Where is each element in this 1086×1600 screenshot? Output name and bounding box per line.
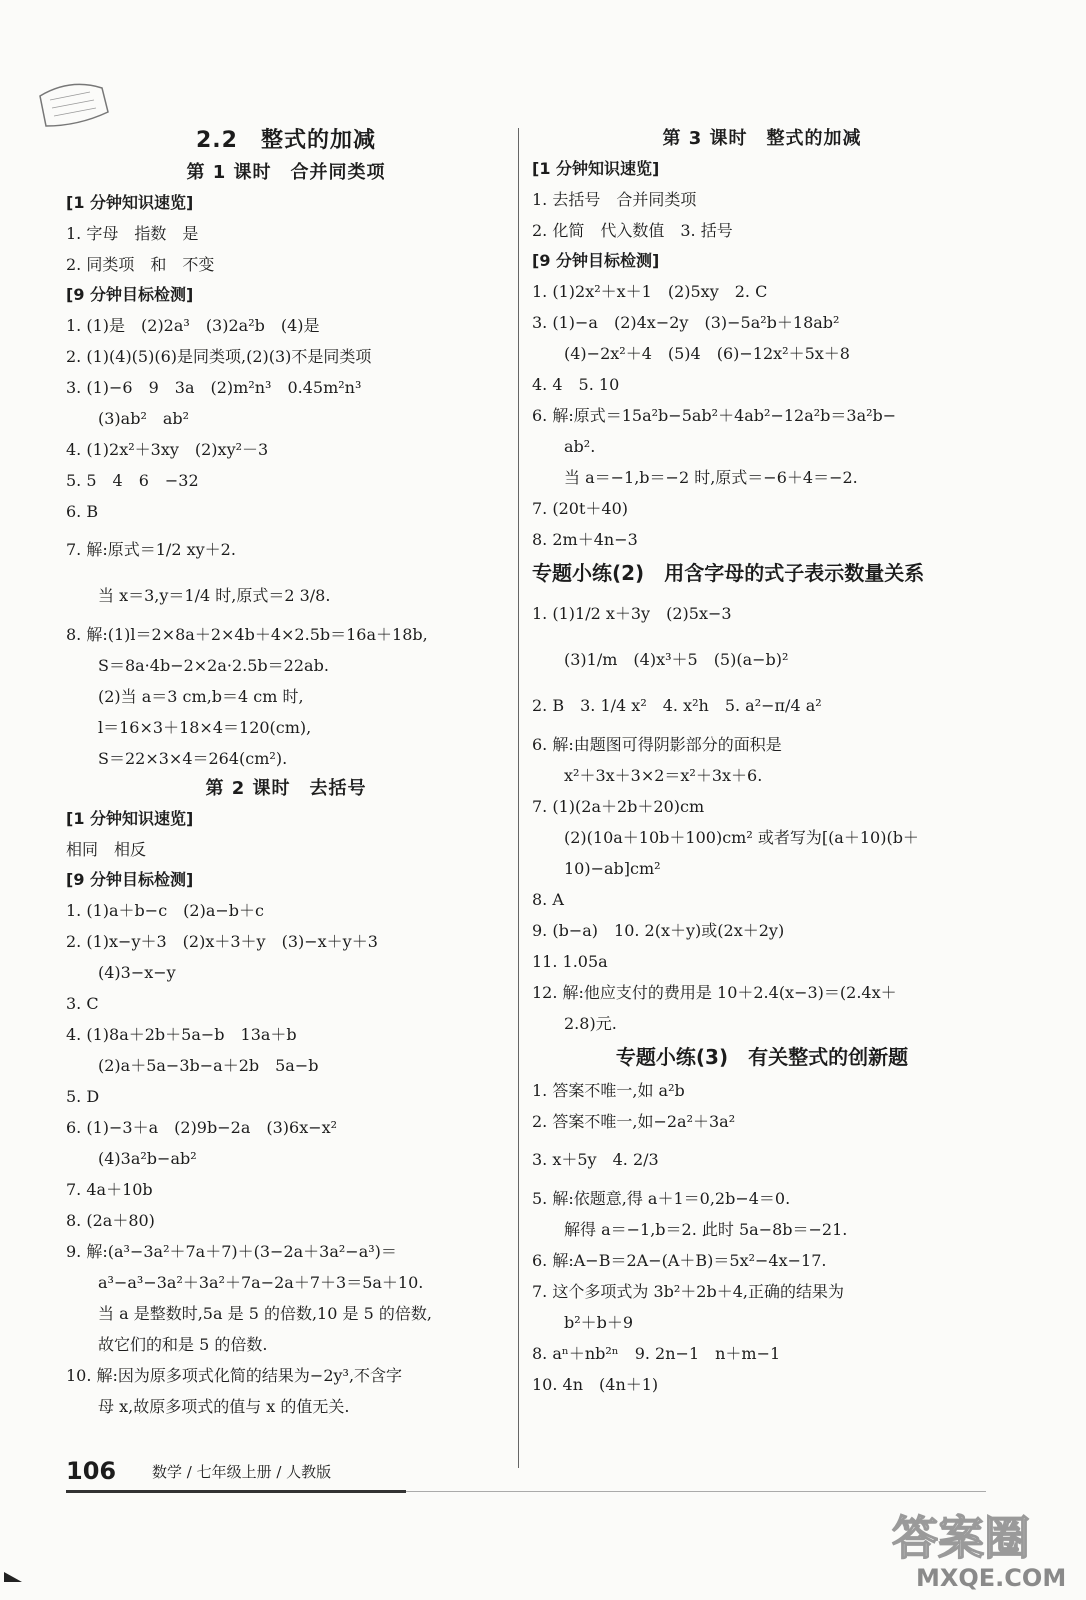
lesson-title: 第 1 课时 合并同类项 bbox=[186, 162, 386, 183]
left-column bbox=[66, 124, 506, 1422]
answer-line: ab². bbox=[564, 437, 596, 456]
watermark-logo bbox=[886, 1500, 1076, 1592]
answer-line: 3. C bbox=[66, 994, 99, 1013]
answer-line: 故它们的和是 5 的倍数. bbox=[98, 1335, 268, 1354]
answer-line: 2. 化简 代入数值 3. 括号 bbox=[532, 221, 733, 240]
topic-title: 专题小练(2) 用含字母的式子表示数量关系 bbox=[532, 561, 925, 585]
answer-line: 1. (1)2x²＋x＋1 (2)5xy 2. C bbox=[532, 282, 768, 301]
answer-line: 5. 5 4 6 −32 bbox=[66, 471, 199, 490]
answer-line: 3. (1)−6 9 3a (2)m²n³ 0.45m²n³ bbox=[66, 378, 362, 397]
block-header: [9 分钟目标检测] bbox=[66, 285, 194, 304]
answer-line: 9. (b−a) 10. 2(x＋y)或(2x＋2y) bbox=[532, 921, 785, 940]
answer-line: 4. (1)2x²＋3xy (2)xy²－3 bbox=[66, 440, 269, 459]
answer-line: 1. (1)a＋b−c (2)a−b＋c bbox=[66, 901, 264, 920]
block-header: [9 分钟目标检测] bbox=[532, 251, 660, 270]
answer-line: 8. (2a＋80) bbox=[66, 1211, 155, 1230]
answer-line: 5. D bbox=[66, 1087, 100, 1106]
answer-line: 当 x＝3,y＝1/4 时,原式＝2 3/8. bbox=[98, 586, 331, 605]
answer-line: 母 x,故原多项式的值与 x 的值无关. bbox=[98, 1397, 350, 1416]
answer-line: 1. (1)是 (2)2a³ (3)2a²b (4)是 bbox=[66, 316, 320, 335]
answer-line: 当 a＝−1,b＝−2 时,原式＝−6＋4＝−2. bbox=[564, 468, 858, 487]
answer-line: 2. B 3. 1/4 x² 4. x²h 5. a²−π/4 a² bbox=[532, 696, 822, 715]
answer-line: 2. 答案不唯一,如−2a²＋3a² bbox=[532, 1112, 736, 1131]
answer-line: b²＋b＋9 bbox=[564, 1313, 634, 1332]
block-header: [1 分钟知识速览] bbox=[532, 159, 660, 178]
svg-text:答案圈: 答案圈 bbox=[892, 1511, 1030, 1565]
answer-line: (2)(10a＋10b＋100)cm² 或者写为[(a＋10)(b＋ bbox=[564, 828, 919, 847]
answer-line: S＝8a·4b−2×2a·2.5b＝22ab. bbox=[98, 656, 329, 675]
footer-rule-thin bbox=[406, 1491, 986, 1492]
answer-line: 1. 答案不唯一,如 a²b bbox=[532, 1081, 685, 1100]
answer-line: 4. 4 5. 10 bbox=[532, 375, 620, 394]
answer-line: 2. (1)x−y＋3 (2)x＋3＋y (3)−x＋y＋3 bbox=[66, 932, 378, 951]
answer-line: 7. 这个多项式为 3b²＋2b＋4,正确的结果为 bbox=[532, 1282, 844, 1301]
answer-line: 1. (1)1/2 x＋3y (2)5x−3 bbox=[532, 604, 732, 623]
book-info: 数学 / 七年级上册 / 人教版 bbox=[152, 1463, 332, 1481]
answer-line: (3)1/m (4)x³＋5 (5)(a−b)² bbox=[564, 650, 789, 669]
section-title: 2.2 整式的加减 bbox=[196, 128, 376, 153]
answer-line: 8. aⁿ＋nb²ⁿ 9. 2n−1 n＋m−1 bbox=[532, 1344, 781, 1363]
block-header: [1 分钟知识速览] bbox=[66, 193, 194, 212]
answer-line: 7. (1)(2a＋2b＋20)cm bbox=[532, 797, 705, 816]
answer-line: 5. 解:依题意,得 a＋1＝0,2b−4＝0. bbox=[532, 1189, 791, 1208]
answer-line: 8. A bbox=[532, 890, 564, 909]
column-divider bbox=[518, 128, 519, 1468]
answer-line: 8. 2m＋4n−3 bbox=[532, 530, 638, 549]
answer-line: (4)3−x−y bbox=[98, 963, 176, 982]
answer-line: 10)−ab]cm² bbox=[564, 859, 661, 878]
answer-line: 6. (1)−3＋a (2)9b−2a (3)6x−x² bbox=[66, 1118, 338, 1137]
answer-line: l＝16×3＋18×4＝120(cm), bbox=[98, 718, 312, 737]
answer-line: (3)ab² ab² bbox=[98, 409, 190, 428]
answer-line: 7. (20t＋40) bbox=[532, 499, 628, 518]
answer-line: 10. 解:因为原多项式化简的结果为−2y³,不含字 bbox=[66, 1366, 403, 1385]
answer-line: 3. x＋5y 4. 2/3 bbox=[532, 1150, 659, 1169]
answer-line: 10. 4n (4n＋1) bbox=[532, 1375, 659, 1394]
answer-line: (2)当 a＝3 cm,b＝4 cm 时, bbox=[98, 687, 304, 706]
answer-line: 1. 字母 指数 是 bbox=[66, 224, 199, 243]
corner-arrow-icon bbox=[4, 1572, 22, 1582]
lesson-title: 第 3 课时 整式的加减 bbox=[662, 128, 862, 149]
answer-line: 解得 a＝−1,b＝2. 此时 5a−8b＝−21. bbox=[564, 1220, 848, 1239]
block-header: [9 分钟目标检测] bbox=[66, 870, 194, 889]
answer-line: (4)3a²b−ab² bbox=[98, 1149, 197, 1168]
answer-line: 11. 1.05a bbox=[532, 952, 608, 971]
answer-line: 6. 解:原式＝15a²b−5ab²＋4ab²−12a²b＝3a²b− bbox=[532, 406, 897, 425]
svg-text:MXQE.COM: MXQE.COM bbox=[916, 1564, 1067, 1592]
block-header: [1 分钟知识速览] bbox=[66, 809, 194, 828]
answer-line: 3. (1)−a (2)4x−2y (3)−5a²b＋18ab² bbox=[532, 313, 840, 332]
answer-line: 相同 相反 bbox=[66, 840, 147, 859]
answer-line: 1. 去括号 合并同类项 bbox=[532, 190, 697, 209]
answer-line: 4. (1)8a＋2b＋5a−b 13a＋b bbox=[66, 1025, 297, 1044]
answer-line: x²＋3x＋3×2＝x²＋3x＋6. bbox=[564, 766, 763, 785]
answer-line: 7. 解:原式＝1/2 xy＋2. bbox=[66, 540, 236, 559]
lesson-title: 第 2 课时 去括号 bbox=[205, 778, 367, 799]
page-footer bbox=[66, 1454, 406, 1494]
right-column bbox=[532, 124, 992, 1400]
answer-line: a³−a³−3a²＋3a²＋7a−2a＋7＋3＝5a＋10. bbox=[98, 1273, 424, 1292]
answer-line: 7. 4a＋10b bbox=[66, 1180, 153, 1199]
topic-title: 专题小练(3) 有关整式的创新题 bbox=[615, 1045, 909, 1069]
answer-line: 当 a 是整数时,5a 是 5 的倍数,10 是 5 的倍数, bbox=[98, 1304, 432, 1323]
answer-line: S＝22×3×4＝264(cm²). bbox=[98, 749, 288, 768]
answer-line: 6. 解:A−B＝2A−(A＋B)＝5x²−4x−17. bbox=[532, 1251, 827, 1270]
answer-line: 8. 解:(1)l＝2×8a＋2×4b＋4×2.5b＝16a＋18b, bbox=[66, 625, 428, 644]
answer-line: 6. 解:由题图可得阴影部分的面积是 bbox=[532, 735, 782, 754]
answer-line: 2. 同类项 和 不变 bbox=[66, 255, 215, 274]
answer-line: 9. 解:(a³−3a²＋7a＋7)＋(3−2a＋3a²−a³)＝ bbox=[66, 1242, 397, 1261]
answer-line: 12. 解:他应支付的费用是 10＋2.4(x−3)＝(2.4x＋ bbox=[532, 983, 897, 1002]
page-number: 106 bbox=[66, 1457, 117, 1485]
footer-rule bbox=[66, 1490, 406, 1493]
answer-line: (2)a＋5a−3b−a＋2b 5a−b bbox=[98, 1056, 319, 1075]
answer-line: 2. (1)(4)(5)(6)是同类项,(2)(3)不是同类项 bbox=[66, 347, 372, 366]
answer-line: 6. B bbox=[66, 502, 99, 521]
answer-line: 2.8)元. bbox=[564, 1014, 617, 1033]
answer-line: (4)−2x²＋4 (5)4 (6)−12x²＋5x＋8 bbox=[564, 344, 850, 363]
